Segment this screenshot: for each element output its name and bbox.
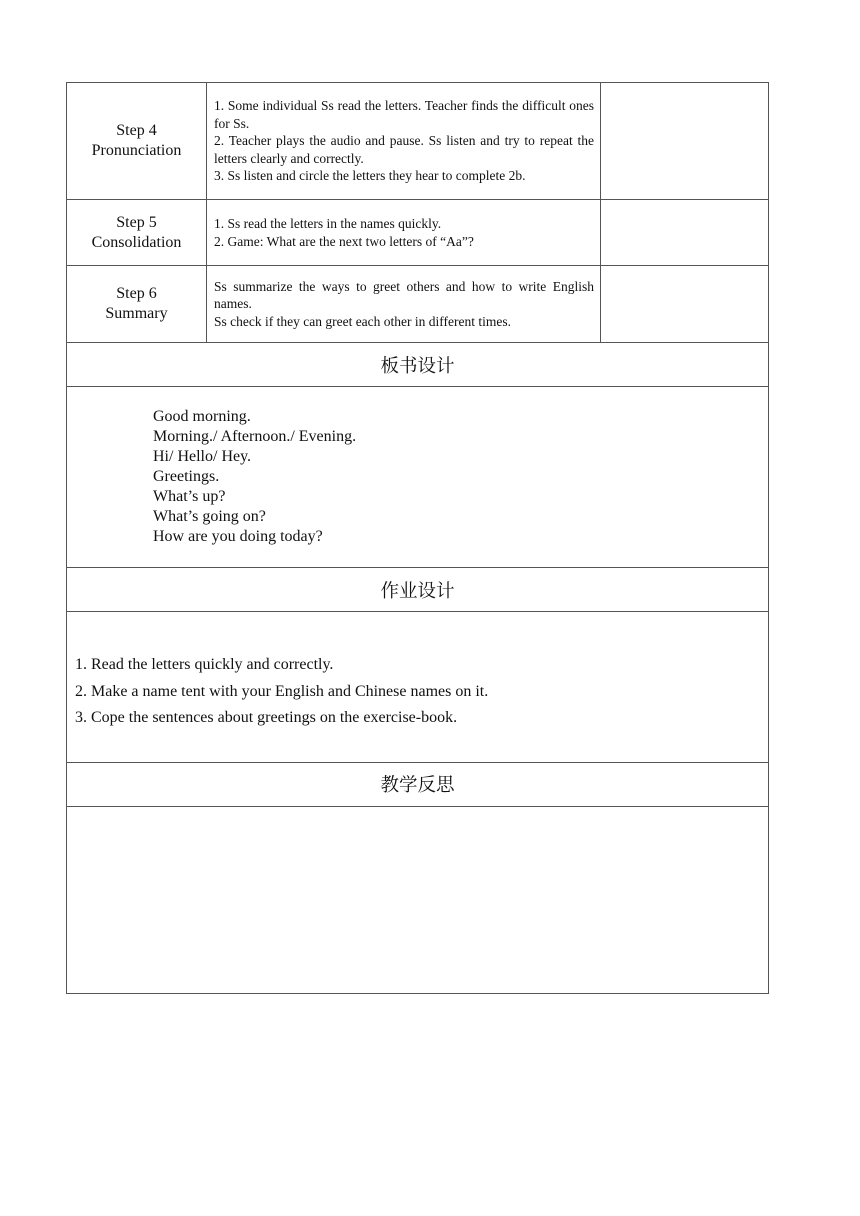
- board-design-cell: [67, 387, 769, 568]
- board-line: How are you doing today?: [153, 528, 323, 545]
- homework-item: 2. Make a name tent with your English and Chinese names on it.: [75, 682, 489, 700]
- step-item: Ss summarize the ways to greet others and how to write English names.: [214, 278, 594, 312]
- reflection-header-row: [67, 762, 769, 806]
- board-design-lines: [67, 387, 768, 567]
- board-line: Hi/ Hello/ Hey.: [153, 448, 252, 465]
- step-item: 2. Game: What are the next two letters of “Aa”?: [214, 233, 474, 249]
- homework-header: 作业设计: [67, 568, 769, 612]
- board-line: Morning./ Afternoon./ Evening.: [153, 428, 357, 445]
- homework-header-row: [67, 568, 769, 612]
- homework-item: 1. Read the letters quickly and correctly.: [75, 656, 334, 673]
- lesson-plan-table: [66, 82, 769, 994]
- reflection-content-row: [67, 806, 769, 993]
- step-name: Consolidation: [91, 233, 182, 251]
- step-description-cell: [207, 200, 601, 266]
- step-item: Ss check if they can greet each other in different times.: [214, 313, 512, 329]
- board-line: What’s going on?: [153, 508, 266, 525]
- step-item: 3. Ss listen and circle the letters they hear to complete 2b.: [214, 168, 526, 184]
- homework-cell: [67, 612, 769, 763]
- step-row-6: [67, 266, 769, 343]
- step-title-cell: [67, 83, 207, 200]
- board-line: Greetings.: [153, 468, 220, 485]
- homework-item: 3. Cope the sentences about greetings on the exercise-book.: [75, 709, 458, 726]
- step-item: 2. Teacher plays the audio and pause. Ss listen and try to repeat the letters clearly and correctly.: [214, 133, 594, 166]
- step-notes-cell: [601, 266, 769, 343]
- homework-content-row: [67, 612, 769, 763]
- reflection-cell: [67, 806, 769, 993]
- homework-lines: [67, 612, 768, 762]
- step-notes-cell: [601, 200, 769, 266]
- reflection-header: 教学反思: [67, 762, 769, 806]
- step-description-cell: [207, 266, 601, 343]
- board-line: Good morning.: [153, 408, 251, 425]
- step-row-4: [67, 83, 769, 200]
- step-name: Pronunciation: [91, 142, 182, 159]
- step-name: Summary: [105, 305, 168, 322]
- step-title-cell: [67, 200, 207, 266]
- step-notes-cell: [601, 83, 769, 200]
- step-number: Step 6: [116, 285, 157, 302]
- board-design-content-row: [67, 387, 769, 568]
- step-description-cell: [207, 83, 601, 200]
- board-design-header-row: [67, 343, 769, 387]
- board-line: What’s up?: [153, 488, 226, 505]
- step-row-5: [67, 200, 769, 266]
- board-design-header: 板书设计: [67, 343, 769, 387]
- lesson-plan-page: [66, 82, 768, 994]
- step-title-cell: [67, 266, 207, 343]
- step-number: Step 4: [116, 122, 157, 139]
- step-number: Step 5: [116, 213, 157, 231]
- step-item: 1. Ss read the letters in the names quickly.: [214, 216, 442, 231]
- step-item: 1. Some individual Ss read the letters. Teacher finds the difficult ones for Ss.: [214, 98, 594, 131]
